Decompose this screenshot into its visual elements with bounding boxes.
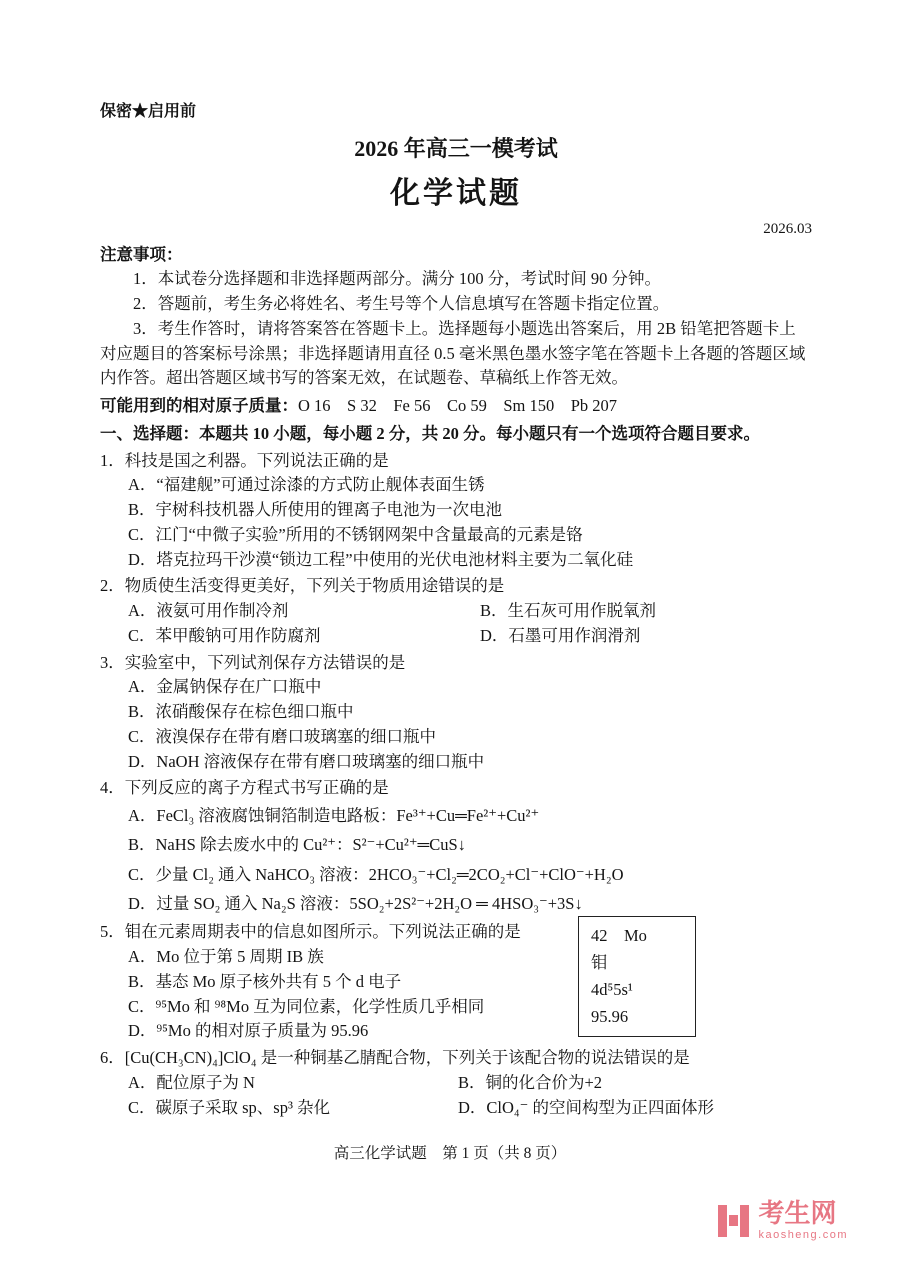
kaosheng-logo-icon: [718, 1205, 749, 1237]
kaosheng-logo-text: [758, 1200, 848, 1241]
question-1-stem: 1．科技是国之利器。下列说法正确的是: [100, 450, 389, 470]
question-3-option-d: D．NaOH 溶液保存在带有磨口玻璃塞的细口瓶中: [128, 751, 485, 771]
exam-date: 2026.03: [763, 221, 812, 237]
question-5: [100, 920, 812, 1044]
subject-title: 化学试题: [390, 177, 522, 210]
element-name: 钼: [591, 953, 608, 973]
question-2-option-d: D．石墨可用作润滑剂: [480, 625, 641, 645]
question-6: [100, 1046, 812, 1120]
element-electron-config: 4d⁵5s¹: [591, 979, 633, 999]
question-4-option-a: A．FeCl₃ 溶液腐蚀铜箔制造电路板：Fe³⁺+Cu═Fe²⁺+Cu²⁺: [128, 806, 540, 825]
question-6-option-a: A．配位原子为 N: [128, 1072, 255, 1092]
atomic-mass-values: O 16 S 32 Fe 56 Co 59 Sm 150 Pb 207: [298, 396, 618, 415]
question-1-option-b: B．宇树科技机器人所使用的锂离子电池为一次电池: [128, 500, 503, 519]
question-6-option-b: B．铜的化合价为+2: [458, 1072, 603, 1092]
atomic-mass-line: [100, 394, 812, 419]
question-2-option-c: C．苯甲酸钠可用作防腐剂: [128, 625, 321, 645]
question-1-option-c: C．江门“中微子实验”所用的不锈钢网架中含量最高的元素是铬: [128, 524, 583, 544]
kaosheng-watermark: [718, 1200, 848, 1241]
question-4-option-b: B．NaHS 除去废水中的 Cu²⁺：S²⁻+Cu²⁺═CuS↓: [128, 835, 466, 855]
question-6-option-row-1: [100, 1071, 812, 1096]
question-2-option-row-1: [100, 599, 812, 624]
question-5-option-d: D．⁹⁵Mo 的相对原子质量为 95.96: [128, 1021, 369, 1041]
question-6-stem: 6．[Cu(CH₃CN)₄]ClO₄ 是一种铜基乙腈配合物，下列关于该配合物的说法错误的是: [100, 1048, 690, 1068]
question-3-option-a: A．金属钠保存在广口瓶中: [128, 677, 322, 697]
question-4: [100, 776, 812, 918]
page-footer: 高三化学试题 第 1 页（共 8 页）: [333, 1145, 567, 1162]
question-1: [100, 449, 812, 573]
question-4-option-d: D．过量 SO₂ 通入 Na₂S 溶液：5SO₂+2S²⁻+2H₂O ═ 4HSO₃⁻+3S↓: [128, 894, 583, 914]
logo-bar-right: [740, 1205, 749, 1237]
exam-title: 2026 年高三一模考试: [354, 136, 558, 161]
notice-item-2: 2．答题前，考生务必将姓名、考生号等个人信息填写在答题卡指定位置。: [133, 294, 670, 313]
classification-label: 保密★启用前: [100, 103, 197, 120]
kaosheng-domain: kaosheng.com: [758, 1229, 848, 1241]
question-5-option-c: C．⁹⁵Mo 和 ⁹⁸Mo 互为同位素，化学性质几乎相同: [128, 996, 485, 1016]
element-info-box: [578, 916, 696, 1037]
logo-bar-left: [718, 1205, 727, 1237]
question-5-option-b: B．基态 Mo 原子核外共有 5 个 d 电子: [128, 971, 402, 991]
question-2-option-row-2: [100, 624, 812, 649]
question-6-option-c: C．碳原子采取 sp、sp³ 杂化: [128, 1097, 331, 1117]
notice-title: 注意事项：: [100, 244, 183, 264]
question-4-option-c: C．少量 Cl₂ 通入 NaHCO₃ 溶液：2HCO₃⁻+Cl₂═2CO₂+Cl⁻+ClO⁻+H₂O: [128, 864, 624, 884]
question-1-option-d: D．塔克拉玛干沙漠“锁边工程”中使用的光伏电池材料主要为二氧化硅: [128, 549, 634, 569]
question-3: [100, 651, 812, 775]
element-atomic-mass: 95.96: [591, 1006, 629, 1026]
logo-middle-block: [729, 1215, 738, 1226]
question-5-stem: 5．钼在元素周期表中的信息如图所示。下列说法正确的是: [100, 922, 521, 942]
question-3-option-c: C．液溴保存在带有磨口玻璃塞的细口瓶中: [128, 726, 437, 746]
question-4-stem: 4．下列反应的离子方程式书写正确的是: [100, 778, 389, 798]
notice-item-1: 1．本试卷分选择题和非选择题两部分。满分 100 分，考试时间 90 分钟。: [133, 269, 661, 289]
question-2-option-a: A．液氨可用作制冷剂: [128, 601, 289, 620]
question-6-option-row-2: [100, 1096, 812, 1121]
element-number-symbol: 42 Mo: [591, 926, 647, 946]
section-title: 一、选择题：本题共 10 小题，每小题 2 分，共 20 分。每小题只有一个选项符合题目要求。: [100, 423, 760, 443]
question-3-stem: 3．实验室中，下列试剂保存方法错误的是: [100, 652, 406, 672]
kaosheng-site-name: 考生网: [758, 1198, 837, 1228]
question-5-option-a: A．Mo 位于第 5 周期 IB 族: [128, 947, 324, 967]
question-2-option-b: B．生石灰可用作脱氧剂: [480, 601, 657, 620]
atomic-mass-label: 可能用到的相对原子质量：: [100, 396, 298, 415]
question-2: [100, 574, 812, 648]
question-2-stem: 2．物质使生活变得更美好，下列关于物质用途错误的是: [100, 576, 505, 596]
question-6-option-d: D．ClO₄⁻ 的空间构型为正四面体形: [458, 1097, 715, 1117]
notice-item-3: 3．考生作答时，请将答案答在答题卡上。选择题每小题选出答案后，用 2B 铅笔把答题卡上对应题目的答案标号涂黑；非选择题请用直径 0.5 毫米黑色墨水签字笔在答题卡上各题的答题区域内作答。超出答题区域书写的答案无效，在试题卷、草稿纸上作答无效。: [100, 318, 806, 388]
question-1-option-a: A．“福建舰”可通过涂漆的方式防止舰体表面生锈: [128, 475, 485, 495]
question-3-option-b: B．浓硝酸保存在棕色细口瓶中: [128, 702, 354, 721]
exam-content: [100, 100, 812, 1120]
